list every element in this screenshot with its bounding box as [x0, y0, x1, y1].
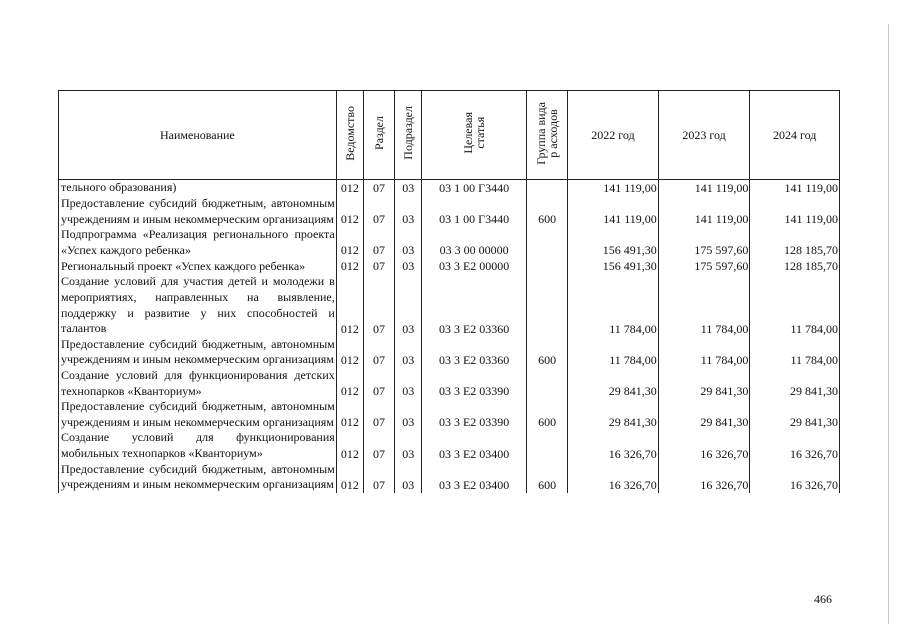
row-amount-2022: 16 326,70 — [568, 462, 659, 493]
row-amount-2022: 141 119,00 — [568, 180, 659, 197]
header-2022: 2022 год — [568, 91, 659, 180]
row-tselevaya-statya: 03 3 Е2 03360 — [422, 337, 527, 368]
row-amount-2023: 29 841,30 — [658, 368, 750, 399]
header-razdel-text: Раздел — [372, 116, 387, 150]
row-razdel: 07 — [363, 227, 394, 258]
row-razdel: 07 — [363, 462, 394, 493]
budget-table — [58, 90, 840, 493]
row-name: Предоставление субсидий бюджетным, автономным учреждениям и иным некоммерческим организациям — [59, 399, 337, 430]
row-vedomstvo: 012 — [336, 180, 363, 197]
row-amount-2024: 11 784,00 — [750, 274, 840, 336]
row-razdel: 07 — [363, 196, 394, 227]
page-edge-line — [888, 24, 889, 624]
table-row — [59, 196, 840, 227]
row-amount-2023: 175 597,60 — [658, 227, 750, 258]
row-tselevaya-statya: 03 3 Е2 03390 — [422, 368, 527, 399]
row-name: Создание условий для функционирования мобильных технопарков «Кванториум» — [59, 430, 337, 461]
row-podrazdel: 03 — [395, 368, 422, 399]
row-vedomstvo: 012 — [336, 258, 363, 274]
header-vedomstvo — [336, 91, 363, 180]
table-row — [59, 462, 840, 493]
row-amount-2022: 29 841,30 — [568, 399, 659, 430]
row-podrazdel: 03 — [395, 337, 422, 368]
row-tselevaya-statya: 03 1 00 Г3440 — [422, 180, 527, 197]
row-razdel: 07 — [363, 430, 394, 461]
header-gruppa-vidov-rashodov-text: Группа вида р асходов — [534, 101, 561, 165]
row-amount-2024: 29 841,30 — [750, 368, 840, 399]
row-razdel: 07 — [363, 368, 394, 399]
row-vedomstvo: 012 — [336, 368, 363, 399]
row-tselevaya-statya: 03 3 Е2 03400 — [422, 462, 527, 493]
row-amount-2024: 128 185,70 — [750, 258, 840, 274]
row-amount-2023: 29 841,30 — [658, 399, 750, 430]
header-gruppa-vidov-rashodov — [526, 91, 567, 180]
row-vedomstvo: 012 — [336, 430, 363, 461]
row-razdel: 07 — [363, 274, 394, 336]
row-amount-2023: 11 784,00 — [658, 337, 750, 368]
row-amount-2023: 141 119,00 — [658, 196, 750, 227]
row-name: Предоставление субсидий бюджетным, автономным учреждениям и иным некоммерческим организациям — [59, 196, 337, 227]
row-amount-2024: 141 119,00 — [750, 180, 840, 197]
row-gruppa-vidov-rashodov — [526, 227, 567, 258]
row-vedomstvo: 012 — [336, 274, 363, 336]
row-gruppa-vidov-rashodov: 600 — [526, 462, 567, 493]
row-name: тельного образования) — [59, 180, 337, 197]
row-amount-2022: 11 784,00 — [568, 337, 659, 368]
row-amount-2023: 16 326,70 — [658, 462, 750, 493]
page-number: 466 — [814, 592, 832, 606]
row-podrazdel: 03 — [395, 180, 422, 197]
row-amount-2022: 156 491,30 — [568, 227, 659, 258]
row-gruppa-vidov-rashodov — [526, 274, 567, 336]
row-amount-2022: 156 491,30 — [568, 258, 659, 274]
row-amount-2024: 11 784,00 — [750, 337, 840, 368]
row-tselevaya-statya: 03 3 Е2 00000 — [422, 258, 527, 274]
header-2024: 2024 год — [750, 91, 840, 180]
row-amount-2024: 141 119,00 — [750, 196, 840, 227]
table-row — [59, 227, 840, 258]
row-name: Создание условий для участия детей и молодежи в мероприятиях, направленных на выявление, поддержку и развитие у них способностей и талантов — [59, 274, 337, 336]
row-podrazdel: 03 — [395, 227, 422, 258]
table-row — [59, 337, 840, 368]
row-tselevaya-statya: 03 3 Е2 03360 — [422, 274, 527, 336]
header-podrazdel-text: Подраздел — [401, 106, 416, 160]
table-row — [59, 399, 840, 430]
row-amount-2023: 11 784,00 — [658, 274, 750, 336]
row-amount-2023: 175 597,60 — [658, 258, 750, 274]
row-gruppa-vidov-rashodov: 600 — [526, 399, 567, 430]
row-tselevaya-statya: 03 1 00 Г3440 — [422, 196, 527, 227]
row-name: Региональный проект «Успех каждого ребенка» — [59, 258, 337, 274]
row-amount-2023: 141 119,00 — [658, 180, 750, 197]
row-amount-2023: 16 326,70 — [658, 430, 750, 461]
row-tselevaya-statya: 03 3 Е2 03390 — [422, 399, 527, 430]
row-name: Предоставление субсидий бюджетным, автономным учреждениям и иным некоммерческим организациям — [59, 462, 337, 493]
row-gruppa-vidov-rashodov — [526, 180, 567, 197]
row-podrazdel: 03 — [395, 274, 422, 336]
table-row — [59, 274, 840, 336]
row-gruppa-vidov-rashodov — [526, 368, 567, 399]
row-vedomstvo: 012 — [336, 462, 363, 493]
row-gruppa-vidov-rashodov: 600 — [526, 196, 567, 227]
row-name: Создание условий для функционирования детских технопарков «Кванториум» — [59, 368, 337, 399]
row-amount-2022: 11 784,00 — [568, 274, 659, 336]
row-podrazdel: 03 — [395, 258, 422, 274]
header-podrazdel — [395, 91, 422, 180]
table-row — [59, 430, 840, 461]
row-amount-2024: 16 326,70 — [750, 430, 840, 461]
row-gruppa-vidov-rashodov: 600 — [526, 337, 567, 368]
header-tselevaya-statya-text: Целевая статья — [461, 112, 488, 154]
row-podrazdel: 03 — [395, 399, 422, 430]
row-razdel: 07 — [363, 337, 394, 368]
header-name: Наименование — [59, 91, 337, 180]
row-amount-2024: 29 841,30 — [750, 399, 840, 430]
row-amount-2024: 16 326,70 — [750, 462, 840, 493]
header-razdel — [363, 91, 394, 180]
row-podrazdel: 03 — [395, 430, 422, 461]
table-header-row — [59, 91, 840, 180]
row-vedomstvo: 012 — [336, 399, 363, 430]
row-razdel: 07 — [363, 399, 394, 430]
row-podrazdel: 03 — [395, 196, 422, 227]
row-gruppa-vidov-rashodov — [526, 430, 567, 461]
table-row — [59, 258, 840, 274]
row-tselevaya-statya: 03 3 Е2 03400 — [422, 430, 527, 461]
row-name: Предоставление субсидий бюджетным, автономным учреждениям и иным некоммерческим организациям — [59, 337, 337, 368]
row-amount-2022: 141 119,00 — [568, 196, 659, 227]
table-row — [59, 368, 840, 399]
row-vedomstvo: 012 — [336, 337, 363, 368]
row-razdel: 07 — [363, 258, 394, 274]
row-gruppa-vidov-rashodov — [526, 258, 567, 274]
row-podrazdel: 03 — [395, 462, 422, 493]
header-vedomstvo-text: Ведомство — [342, 105, 357, 161]
table-body — [59, 180, 840, 493]
row-amount-2024: 128 185,70 — [750, 227, 840, 258]
row-name: Подпрограмма «Реализация регионального проекта «Успех каждого ребенка» — [59, 227, 337, 258]
row-amount-2022: 16 326,70 — [568, 430, 659, 461]
header-2023: 2023 год — [658, 91, 750, 180]
row-vedomstvo: 012 — [336, 196, 363, 227]
row-vedomstvo: 012 — [336, 227, 363, 258]
row-razdel: 07 — [363, 180, 394, 197]
row-amount-2022: 29 841,30 — [568, 368, 659, 399]
header-tselevaya-statya — [422, 91, 527, 180]
table-row — [59, 180, 840, 197]
row-tselevaya-statya: 03 3 00 00000 — [422, 227, 527, 258]
